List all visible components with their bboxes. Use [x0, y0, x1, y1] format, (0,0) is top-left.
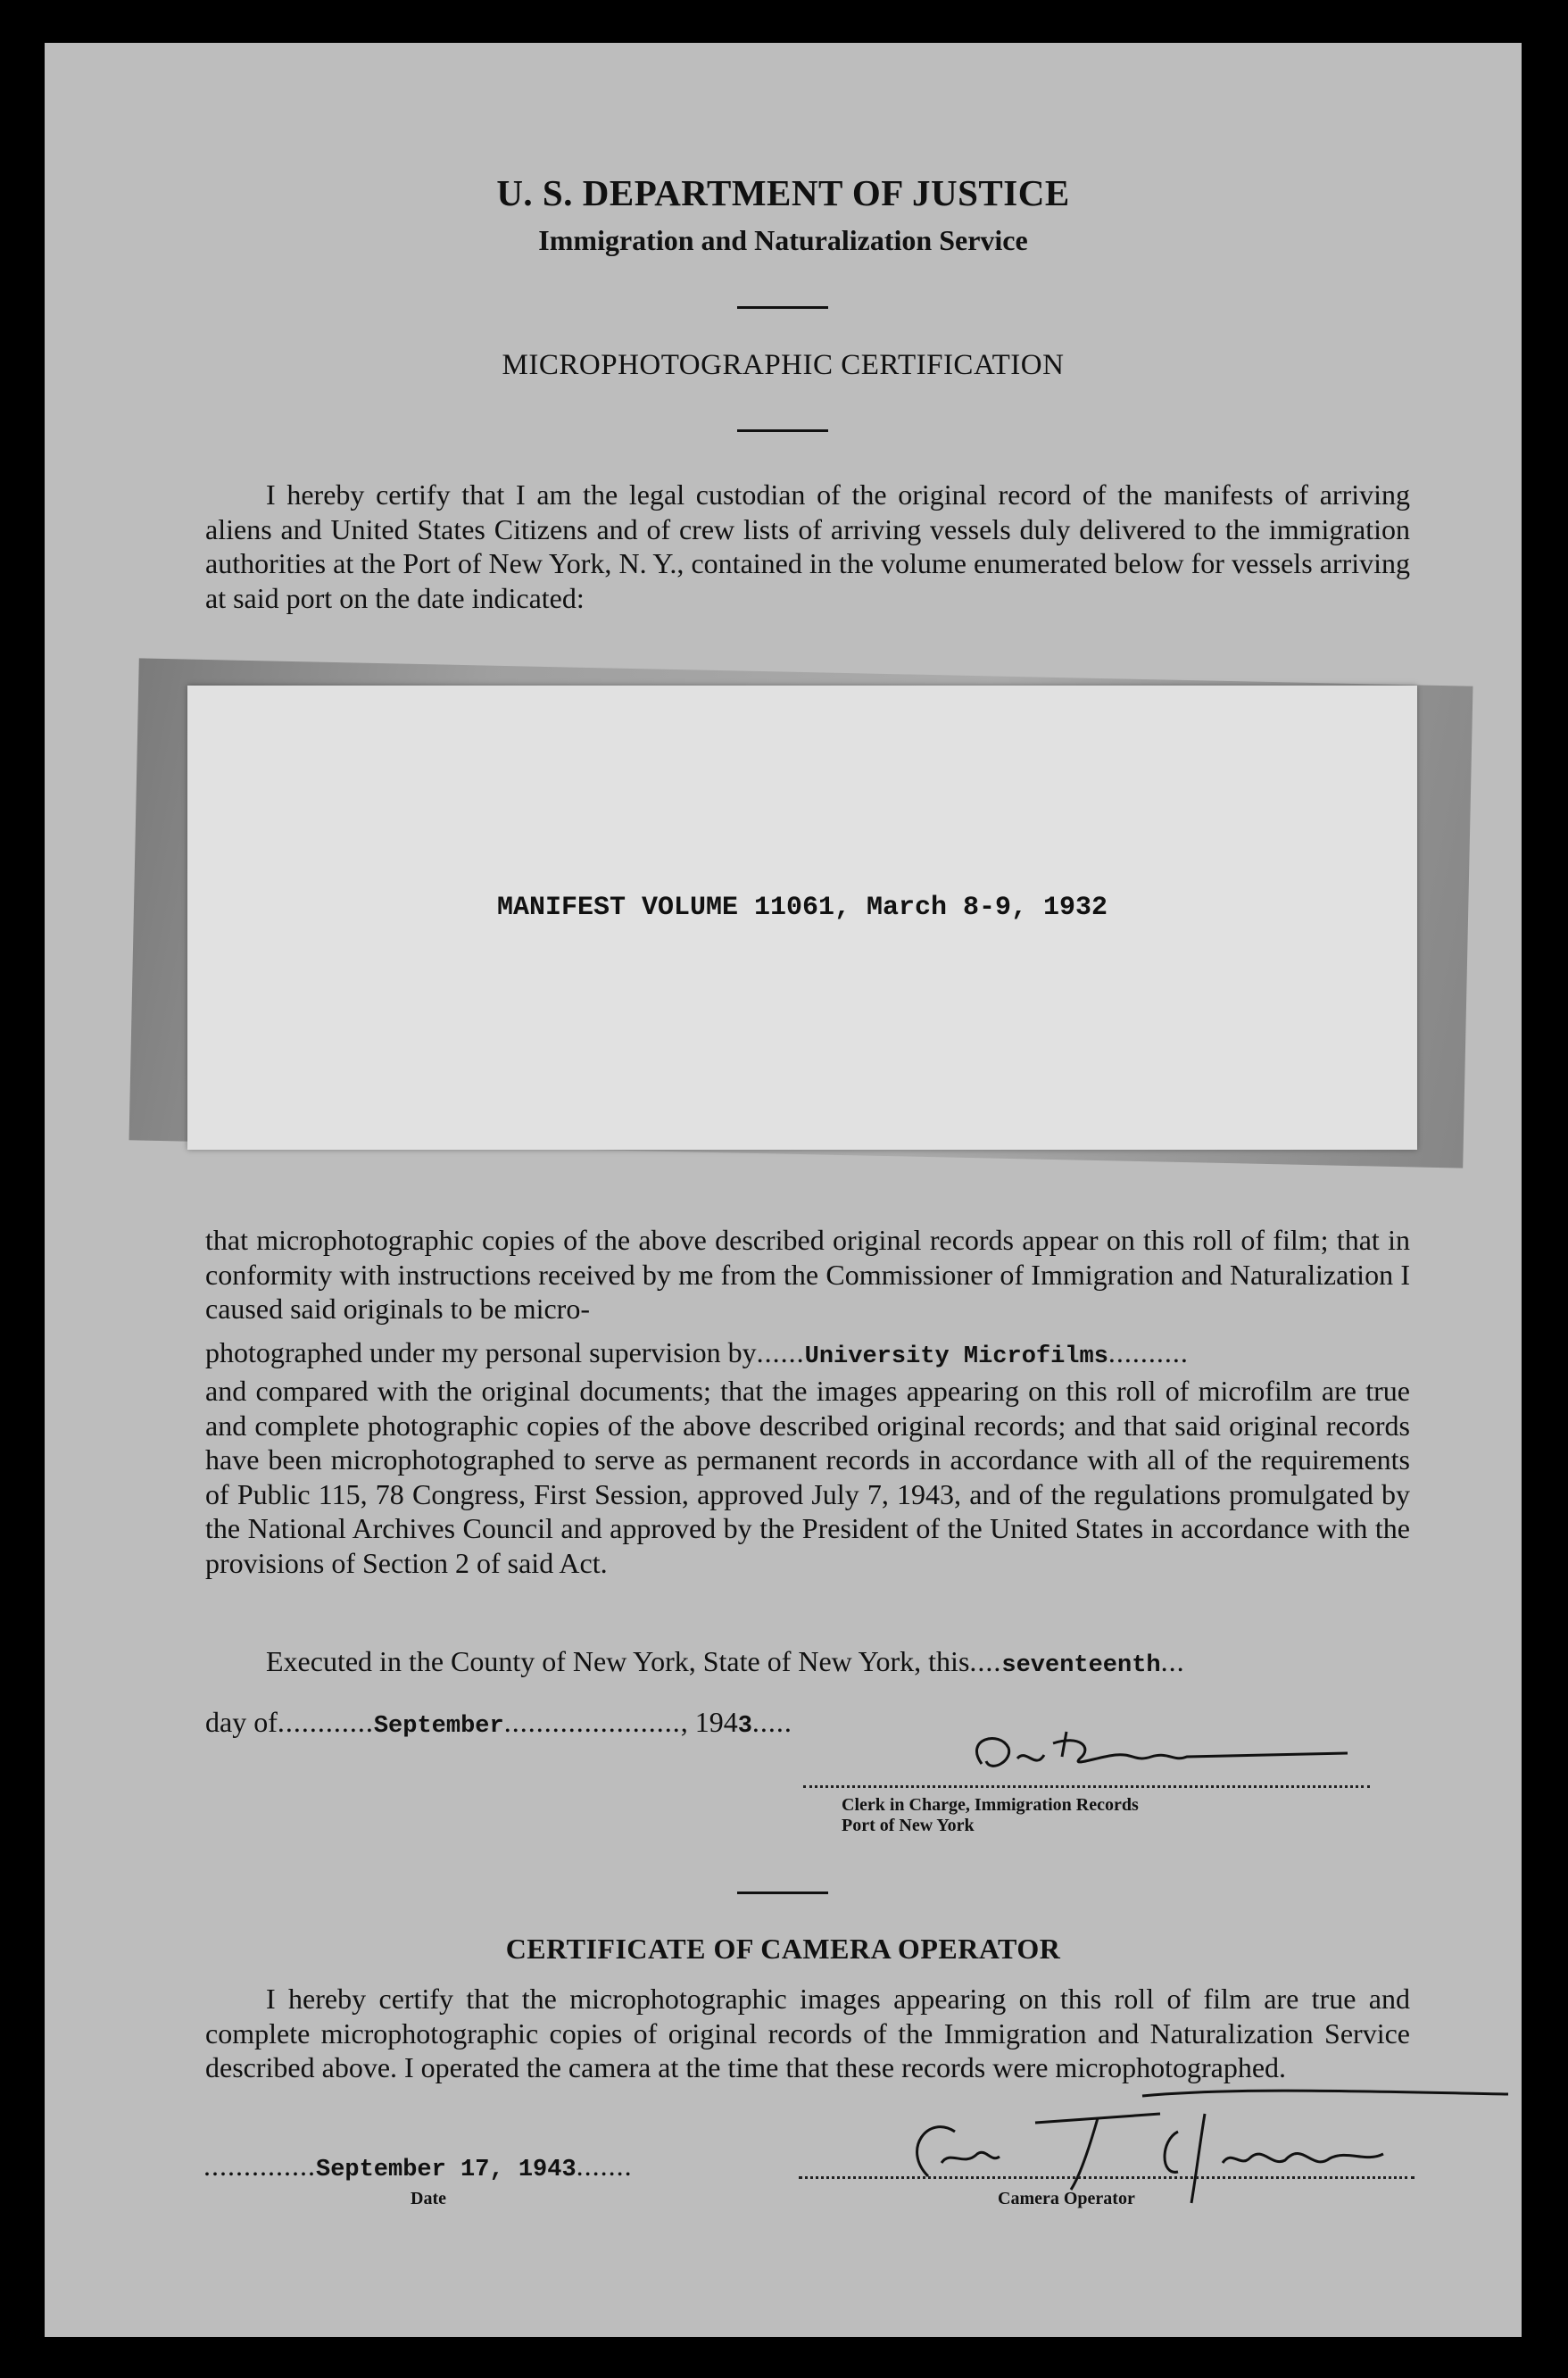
volume-slip	[187, 686, 1417, 1150]
body-part2-prefix: photographed under my personal supervision by	[205, 1335, 757, 1368]
clerk-signature	[901, 1721, 1401, 1792]
body-part1: that microphotographic copies of the above described original records appear on this roll of film; that in conformity with instructions received by me from the Commissioner of Immigration and Naturalization I caused said originals to be micro-	[205, 1224, 1410, 1325]
camera-operator-signature	[866, 2078, 1526, 2212]
dot-leader: ..........	[1108, 1335, 1189, 1368]
camera-certificate-title: CERTIFICATE OF CAMERA OPERATOR	[505, 1933, 1061, 1965]
dot-leader: .......	[576, 2149, 633, 2182]
dot-leader: ...	[1160, 1645, 1185, 1677]
department-heading: U. S. DEPARTMENT OF JUSTICE	[496, 172, 1070, 213]
clerk-signature-line	[803, 1785, 1370, 1788]
dot-leader: ............	[277, 1706, 374, 1738]
dot-leader: ......................	[503, 1706, 681, 1738]
body-part3: and compared with the original documents; that the images appearing on this roll of microfilm are true and complete photographic copies of the above described original records; and that said original records have been microphotographed to serve as permanent records in accordance with all of the requirements of Public 115, 78 Congress, First Session, approved July 7, 1943, and of the regulations promulgated by the National Archives Council and approved by the President of the United States in accordance with the provisions of Section 2 of said Act.	[205, 1375, 1410, 1579]
camera-operator-label: Camera Operator	[998, 2189, 1135, 2208]
intro-paragraph	[205, 478, 1410, 615]
year-digit: 3	[737, 1713, 752, 1740]
month-value: September	[373, 1713, 504, 1740]
supervisor-line	[205, 1335, 1410, 1375]
year-prefix: , 194	[680, 1706, 738, 1738]
body-paragraph	[205, 1223, 1410, 1580]
camera-date-row	[203, 2149, 633, 2183]
dot-leader: ......	[756, 1335, 805, 1368]
dot-leader: ..............	[203, 2149, 316, 2182]
date-line	[205, 1706, 792, 1740]
clerk-port: Port of New York	[842, 1816, 975, 1835]
camera-paragraph	[205, 1982, 1410, 2085]
volume-label: MANIFEST VOLUME 11061, March 8-9, 1932	[496, 893, 1108, 923]
document-page	[45, 43, 1522, 2337]
executed-prefix: Executed in the County of New York, State of New York, this	[266, 1645, 970, 1677]
divider-rule	[737, 429, 828, 432]
dot-leader: .....	[751, 1706, 792, 1738]
divider-rule	[737, 1892, 828, 1894]
camera-date-value: September 17, 1943	[316, 2157, 577, 2183]
camera-operator-line	[799, 2176, 1415, 2179]
service-subheading: Immigration and Naturalization Service	[538, 224, 1028, 256]
date-label: Date	[411, 2189, 446, 2208]
executed-line	[266, 1645, 1185, 1679]
certification-title: MICROPHOTOGRAPHIC CERTIFICATION	[502, 349, 1065, 381]
dot-leader: ....	[969, 1645, 1002, 1677]
camera-text: I hereby certify that the microphotographic images appearing on this roll of film are true and complete microphotographic copies of original records of the Immigration and Naturalization Service described above. I operated the camera at the time that these records were microphotographed.	[205, 1983, 1410, 2083]
divider-rule	[737, 306, 828, 309]
clerk-title: Clerk in Charge, Immigration Records	[842, 1795, 1139, 1815]
intro-text: I hereby certify that I am the legal custodian of the original record of the manifests of arriving aliens and United States Citizens and of crew lists of arriving vessels duly delivered to the immigration authorities at the Port of New York, N. Y., contained in the volume enumerated below for vessels arriving at said port on the date indicated:	[205, 478, 1410, 614]
clerk-title-block	[842, 1795, 1139, 1836]
supervisor-name: University Microfilms	[804, 1343, 1108, 1370]
executed-day: seventeenth	[1001, 1652, 1161, 1679]
day-of-label: day of	[205, 1706, 278, 1738]
